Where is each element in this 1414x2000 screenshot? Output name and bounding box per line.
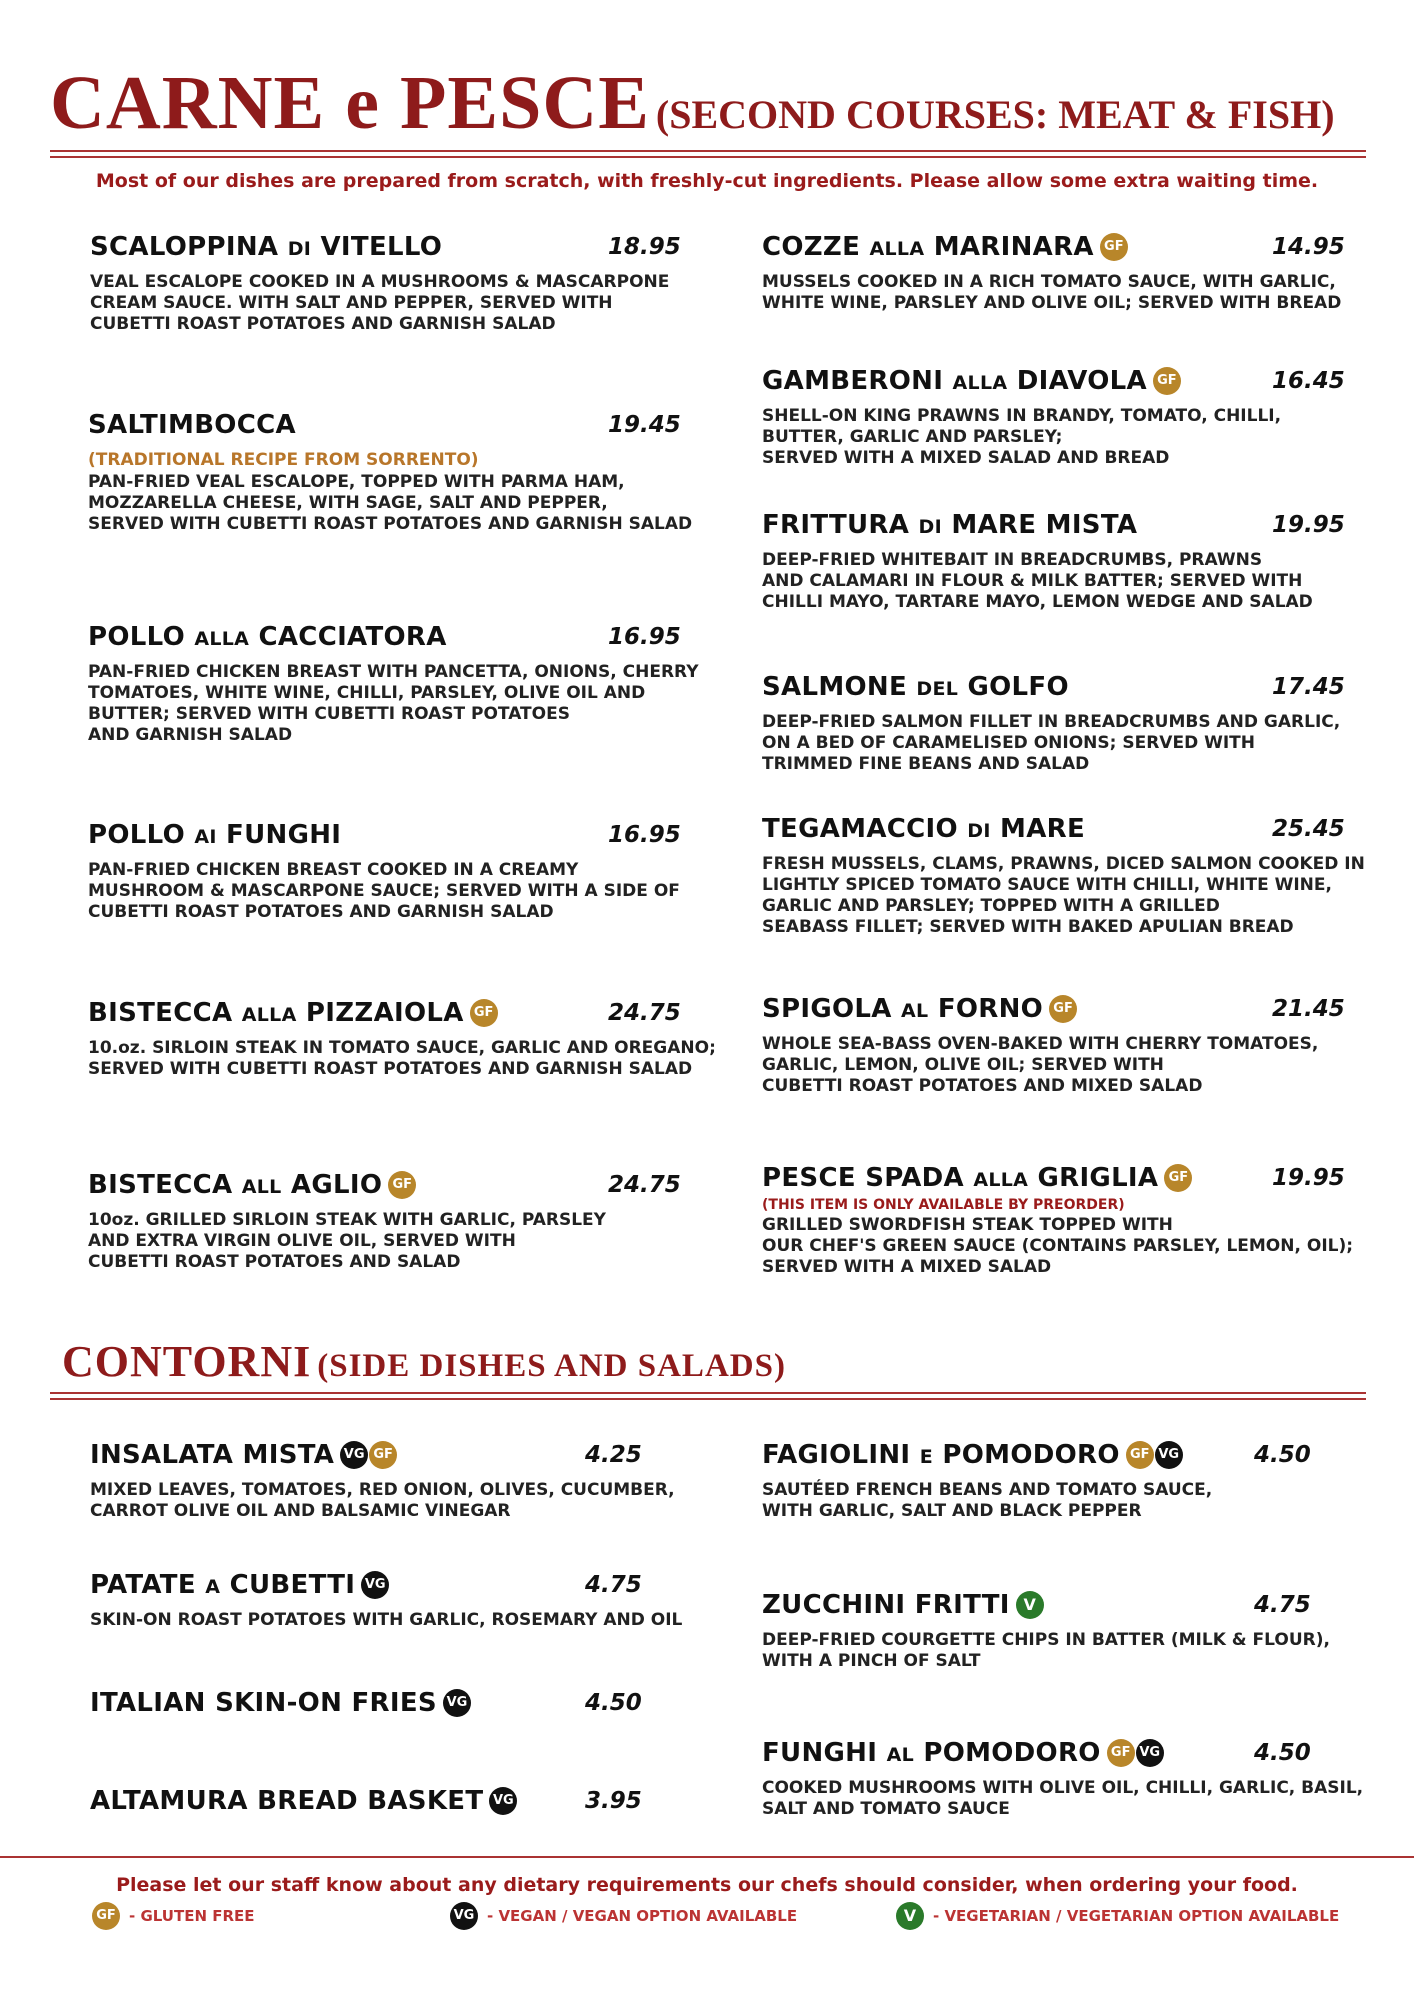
menu-item-name-part: MARE xyxy=(990,814,1086,844)
v-badge-icon: V xyxy=(896,1902,924,1930)
legend-text: - VEGAN / VEGAN OPTION AVAILABLE xyxy=(487,1907,798,1925)
menu-item-description: 10.oz. SIRLOIN STEAK IN TOMATO SAUCE, GARLIC AND OREGANO; SERVED WITH CUBETTI ROAST POTATOES AND GARNISH SALAD xyxy=(88,1038,716,1079)
menu-item-price: 19.45 xyxy=(608,412,681,438)
menu-item-name-part: POLLO xyxy=(88,622,195,652)
menu-item-price: 14.95 xyxy=(1272,234,1345,260)
menu-item-name-part: FORNO xyxy=(928,994,1044,1024)
menu-item-description: 10oz. GRILLED SIRLOIN STEAK WITH GARLIC, PARSLEY AND EXTRA VIRGIN OLIVE OIL, SERVED WITH CUBETTI ROAST POTATOES AND SALAD xyxy=(88,1210,606,1272)
vg-badge-icon: VG xyxy=(450,1902,478,1930)
contorni-title xyxy=(62,1336,786,1387)
menu-item-header xyxy=(762,814,1365,848)
menu-item-name-part: COZZE xyxy=(762,232,870,262)
prep-note: Most of our dishes are prepared from scratch, with freshly-cut ingredients. Please allow some extra waiting time. xyxy=(95,170,1319,192)
menu-item xyxy=(90,1786,642,1820)
menu-item xyxy=(90,1570,682,1631)
menu-item-header xyxy=(88,622,699,656)
vg-badge-icon: VG xyxy=(1136,1739,1164,1767)
menu-item-name-part: AL xyxy=(886,1744,914,1766)
menu-item xyxy=(762,232,1345,314)
menu-item-name xyxy=(90,232,442,262)
diet-badges xyxy=(489,1787,518,1815)
legend-item xyxy=(450,1902,797,1930)
menu-item-header xyxy=(762,1440,1311,1474)
menu-item xyxy=(762,1440,1311,1522)
menu-item-header xyxy=(90,1570,682,1604)
menu-item xyxy=(762,994,1345,1097)
menu-item-description: PAN-FRIED CHICKEN BREAST WITH PANCETTA, ONIONS, CHERRY TOMATOES, WHITE WINE, CHILLI, PARSLEY, OLIVE OIL AND BUTTER; SERVED WITH CUBETTI ROAST POTATOES AND GARNISH SALAD xyxy=(88,662,699,745)
menu-item-name xyxy=(88,1170,382,1200)
menu-item-price: 4.75 xyxy=(585,1572,642,1598)
menu-item-name-part: BISTECCA xyxy=(88,998,242,1028)
menu-item-description: MIXED LEAVES, TOMATOES, RED ONION, OLIVES, CUCUMBER, CARROT OLIVE OIL AND BALSAMIC VINEGAR xyxy=(90,1480,675,1521)
v-badge-icon: V xyxy=(1016,1591,1044,1619)
menu-item-name-part: E xyxy=(919,1446,934,1468)
diet-badges xyxy=(1049,995,1078,1023)
menu-item-price: 4.75 xyxy=(1254,1592,1311,1618)
menu-item-description: SAUTÉED FRENCH BEANS AND TOMATO SAUCE, WITH GARLIC, SALT AND BLACK PEPPER xyxy=(762,1480,1213,1521)
menu-item-header xyxy=(88,998,716,1032)
menu-item-description: DEEP-FRIED COURGETTE CHIPS IN BATTER (MILK & FLOUR), WITH A PINCH OF SALT xyxy=(762,1630,1330,1671)
menu-item-name-part: FAGIOLINI xyxy=(762,1440,920,1470)
menu-item-price: 24.75 xyxy=(608,1172,681,1198)
gf-badge-icon: GF xyxy=(92,1902,120,1930)
menu-item-header xyxy=(762,1738,1363,1772)
menu-item-price: 4.25 xyxy=(585,1442,642,1468)
menu-item-name xyxy=(90,1688,437,1718)
menu-item-name xyxy=(90,1440,334,1470)
menu-item-name-part: SPIGOLA xyxy=(762,994,902,1024)
diet-badges xyxy=(1100,233,1129,261)
menu-item-name-part: ALLA xyxy=(952,372,1008,394)
menu-item-name-part: ALLA xyxy=(241,1004,297,1026)
menu-item-name xyxy=(762,814,1085,844)
gf-badge-icon: GF xyxy=(369,1441,397,1469)
menu-item-name-part: POMODORO xyxy=(933,1440,1120,1470)
menu-item-description: COOKED MUSHROOMS WITH OLIVE OIL, CHILLI, GARLIC, BASIL, SALT AND TOMATO SAUCE xyxy=(762,1778,1364,1819)
menu-item xyxy=(762,1590,1330,1672)
menu-item-description: DEEP-FRIED WHITEBAIT IN BREADCRUMBS, PRAWNS AND CALAMARI IN FLOUR & MILK BATTER; SERVED WITH CHILLI MAYO, TARTARE MAYO, LEMON WEDGE AND SALAD xyxy=(762,550,1313,612)
menu-item-name-part: FRITTURA xyxy=(762,510,919,540)
menu-item-price: 18.95 xyxy=(608,234,681,260)
gf-badge-icon: GF xyxy=(1126,1441,1154,1469)
menu-item-name-part: BISTECCA xyxy=(88,1170,242,1200)
menu-item-header xyxy=(762,232,1345,266)
menu-item-header xyxy=(762,366,1345,400)
menu-item-price: 16.95 xyxy=(608,822,681,848)
menu-item xyxy=(88,410,692,535)
menu-item-header xyxy=(90,1688,642,1722)
gf-badge-icon: GF xyxy=(1164,1164,1192,1192)
menu-item-name xyxy=(762,1738,1101,1768)
menu-item-name-part: POLLO xyxy=(88,820,195,850)
menu-item-name xyxy=(88,820,341,850)
menu-item-header xyxy=(762,1590,1330,1624)
menu-item-name-part: SALTIMBOCCA xyxy=(88,410,296,440)
gf-badge-icon: GF xyxy=(388,1171,416,1199)
menu-item-name xyxy=(762,510,1137,540)
menu-item-name-part: DI xyxy=(967,820,991,842)
menu-item-header xyxy=(762,1163,1353,1197)
menu-item-name xyxy=(762,994,1043,1024)
menu-item-price: 17.45 xyxy=(1272,674,1345,700)
diet-badges xyxy=(1126,1441,1184,1469)
diet-badges xyxy=(1164,1164,1193,1192)
menu-item xyxy=(88,998,716,1080)
menu-item-name-part: AL xyxy=(901,1000,929,1022)
menu-item-name xyxy=(88,998,464,1028)
contorni-subtitle: (SIDE DISHES AND SALADS) xyxy=(317,1348,786,1384)
gf-badge-icon: GF xyxy=(470,999,498,1027)
menu-item-name-part: ALLA xyxy=(869,238,925,260)
menu-item-name xyxy=(90,1570,355,1600)
menu-item-price: 3.95 xyxy=(585,1788,642,1814)
menu-item-name-part: DI xyxy=(287,238,312,260)
menu-item xyxy=(762,510,1345,613)
menu-item-name-part: GOLFO xyxy=(958,672,1069,702)
title-divider xyxy=(50,150,1366,158)
menu-item xyxy=(90,232,681,335)
menu-item-name xyxy=(90,1786,483,1816)
menu-item-name-part: CUBETTI xyxy=(220,1570,356,1600)
menu-item-price: 4.50 xyxy=(1254,1740,1311,1766)
dietary-note: Please let our staff know about any dietary requirements our chefs should consider, when ordering your food. xyxy=(116,1874,1298,1896)
menu-item-header xyxy=(90,1440,675,1474)
vg-badge-icon: VG xyxy=(1155,1441,1183,1469)
menu-item xyxy=(762,814,1365,938)
menu-item-name-part: ALLA xyxy=(194,628,250,650)
menu-item xyxy=(88,820,680,923)
page-title xyxy=(50,60,1335,147)
menu-item xyxy=(90,1688,642,1722)
menu-item-header xyxy=(762,510,1345,544)
menu-item-price: 16.95 xyxy=(608,624,681,650)
menu-item-price: 16.45 xyxy=(1272,368,1345,394)
menu-item-description: GRILLED SWORDFISH STEAK TOPPED WITH OUR CHEF'S GREEN SAUCE (CONTAINS PARSLEY, LEMON, OIL); SERVED WITH A MIXED SALAD xyxy=(762,1215,1354,1277)
menu-item-description: DEEP-FRIED SALMON FILLET IN BREADCRUMBS AND GARLIC, ON A BED OF CARAMELISED ONIONS; SERVED WITH TRIMMED FINE BEANS AND SALAD xyxy=(762,712,1341,774)
menu-item-name xyxy=(762,366,1147,396)
diet-badges xyxy=(470,999,499,1027)
menu-item-name-part: ITALIAN SKIN-ON FRIES xyxy=(90,1688,437,1718)
menu-item-name-part: ALL xyxy=(241,1176,282,1198)
menu-item-name-part: PESCE SPADA xyxy=(762,1163,974,1193)
menu-item-price: 19.95 xyxy=(1272,512,1345,538)
menu-item-price: 4.50 xyxy=(1254,1442,1311,1468)
menu-item-price: 4.50 xyxy=(585,1690,642,1716)
menu-item-name-part: MARE MISTA xyxy=(941,510,1138,540)
gf-badge-icon: GF xyxy=(1100,233,1128,261)
legend-text: - GLUTEN FREE xyxy=(129,1907,255,1925)
menu-item-name xyxy=(762,672,1069,702)
menu-item xyxy=(762,1738,1363,1820)
menu-item xyxy=(90,1440,675,1522)
diet-badges xyxy=(361,1571,390,1599)
menu-item-header xyxy=(88,410,692,444)
contorni-title-main: CONTORNI xyxy=(62,1337,312,1386)
menu-item-description: SHELL-ON KING PRAWNS IN BRANDY, TOMATO, CHILLI, BUTTER, GARLIC AND PARSLEY; SERVED WITH A MIXED SALAD AND BREAD xyxy=(762,406,1282,468)
menu-item-name xyxy=(88,410,296,440)
menu-item-name-part: A xyxy=(205,1576,221,1598)
menu-item-name-part: AGLIO xyxy=(281,1170,383,1200)
menu-item-name-part: DI xyxy=(918,516,942,538)
diet-badges xyxy=(1016,1591,1045,1619)
menu-item-price: 25.45 xyxy=(1272,816,1345,842)
menu-item-name-part: FUNGHI xyxy=(762,1738,887,1768)
menu-item-header xyxy=(762,994,1345,1028)
diet-badges xyxy=(1107,1739,1165,1767)
menu-item xyxy=(762,1163,1353,1278)
vg-badge-icon: VG xyxy=(489,1787,517,1815)
menu-item-name-part: INSALATA MISTA xyxy=(90,1440,335,1470)
menu-item-name-part: CACCIATORA xyxy=(249,622,447,652)
menu-item-price: 24.75 xyxy=(608,1000,681,1026)
menu-item-name xyxy=(762,1590,1010,1620)
gf-badge-icon: GF xyxy=(1153,367,1181,395)
menu-item-name-part: ALTAMURA BREAD BASKET xyxy=(90,1786,484,1816)
menu-item-note: (TRADITIONAL RECIPE FROM SORRENTO) xyxy=(88,450,479,470)
menu-item-name-part: MARINARA xyxy=(924,232,1094,262)
menu-item xyxy=(762,366,1345,469)
menu-item-description: WHOLE SEA-BASS OVEN-BAKED WITH CHERRY TOMATOES, GARLIC, LEMON, OLIVE OIL; SERVED WITH CUBETTI ROAST POTATOES AND MIXED SALAD xyxy=(762,1034,1319,1096)
menu-item-name-part: DEL xyxy=(916,678,959,700)
menu-item-description: FRESH MUSSELS, CLAMS, PRAWNS, DICED SALMON COOKED IN LIGHTLY SPICED TOMATO SAUCE WITH CHILLI, WHITE WINE, GARLIC AND PARSLEY; TOPPED WITH A GRILLED SEABASS FILLET; SERVED WITH BAKED APULIAN BREAD xyxy=(762,854,1365,937)
vg-badge-icon: VG xyxy=(361,1571,389,1599)
menu-item xyxy=(88,622,699,746)
menu-item-name xyxy=(88,622,447,652)
menu-item-name-part: POMODORO xyxy=(913,1738,1101,1768)
menu-item-name-part: ZUCCHINI FRITTI xyxy=(762,1590,1010,1620)
page-title-main: CARNE e PESCE xyxy=(50,61,650,145)
vg-badge-icon: VG xyxy=(443,1689,471,1717)
menu-item-name-part: PATATE xyxy=(90,1570,206,1600)
contorni-divider xyxy=(50,1392,1366,1400)
menu-item xyxy=(88,1170,681,1273)
menu-item-name xyxy=(762,232,1094,262)
menu-item-description: PAN-FRIED VEAL ESCALOPE, TOPPED WITH PARMA HAM, MOZZARELLA CHEESE, WITH SAGE, SALT AND PEPPER, SERVED WITH CUBETTI ROAST POTATOES AND GARNISH SALAD xyxy=(88,472,693,534)
menu-item-description: MUSSELS COOKED IN A RICH TOMATO SAUCE, WITH GARLIC, WHITE WINE, PARSLEY AND OLIVE OIL; SERVED WITH BREAD xyxy=(762,272,1342,313)
menu-item-name-part: VITELLO xyxy=(311,232,443,262)
menu-item-header xyxy=(88,1170,681,1204)
menu-item-description: SKIN-ON ROAST POTATOES WITH GARLIC, ROSEMARY AND OIL xyxy=(90,1610,683,1630)
menu-item-header xyxy=(762,672,1345,706)
menu-item-name-part: GRIGLIA xyxy=(1028,1163,1159,1193)
diet-badges xyxy=(443,1689,472,1717)
vg-badge-icon: VG xyxy=(340,1441,368,1469)
menu-item-name-part: SCALOPPINA xyxy=(90,232,288,262)
menu-item-header xyxy=(88,820,680,854)
page-subtitle: (SECOND COURSES: MEAT & FISH) xyxy=(655,92,1335,137)
gf-badge-icon: GF xyxy=(1049,995,1077,1023)
legend-item xyxy=(92,1902,255,1930)
diet-badges xyxy=(340,1441,398,1469)
menu-item-price: 21.45 xyxy=(1272,996,1345,1022)
menu-item-name-part: AI xyxy=(194,826,217,848)
diet-badges xyxy=(1153,367,1182,395)
menu-item-name xyxy=(762,1163,1158,1193)
menu-item-name-part: PIZZAIOLA xyxy=(296,998,464,1028)
menu-item-description: VEAL ESCALOPE COOKED IN A MUSHROOMS & MASCARPONE CREAM SAUCE. WITH SALT AND PEPPER, SERVED WITH CUBETTI ROAST POTATOES AND GARNISH SALAD xyxy=(90,272,670,334)
menu-item-name-part: TEGAMACCIO xyxy=(762,814,968,844)
diet-badges xyxy=(388,1171,417,1199)
menu-item-name xyxy=(762,1440,1120,1470)
menu-item-name-part: SALMONE xyxy=(762,672,917,702)
menu-item-name-part: GAMBERONI xyxy=(762,366,953,396)
legend-item xyxy=(896,1902,1339,1930)
legend-text: - VEGETARIAN / VEGETARIAN OPTION AVAILABLE xyxy=(933,1907,1340,1925)
menu-item-note: (THIS ITEM IS ONLY AVAILABLE BY PREORDER) xyxy=(762,1197,1125,1213)
menu-item-price: 19.95 xyxy=(1272,1165,1345,1191)
footer-divider xyxy=(0,1856,1414,1858)
menu-item-header xyxy=(90,232,681,266)
gf-badge-icon: GF xyxy=(1107,1739,1135,1767)
menu-item-header xyxy=(90,1786,642,1820)
menu-item-description: PAN-FRIED CHICKEN BREAST COOKED IN A CREAMY MUSHROOM & MASCARPONE SAUCE; SERVED WITH A SIDE OF CUBETTI ROAST POTATOES AND GARNISH SALAD xyxy=(88,860,680,922)
menu-item-name-part: ALLA xyxy=(973,1169,1029,1191)
menu-item xyxy=(762,672,1345,775)
menu-item-name-part: DIAVOLA xyxy=(1007,366,1147,396)
menu-item-name-part: FUNGHI xyxy=(216,820,342,850)
